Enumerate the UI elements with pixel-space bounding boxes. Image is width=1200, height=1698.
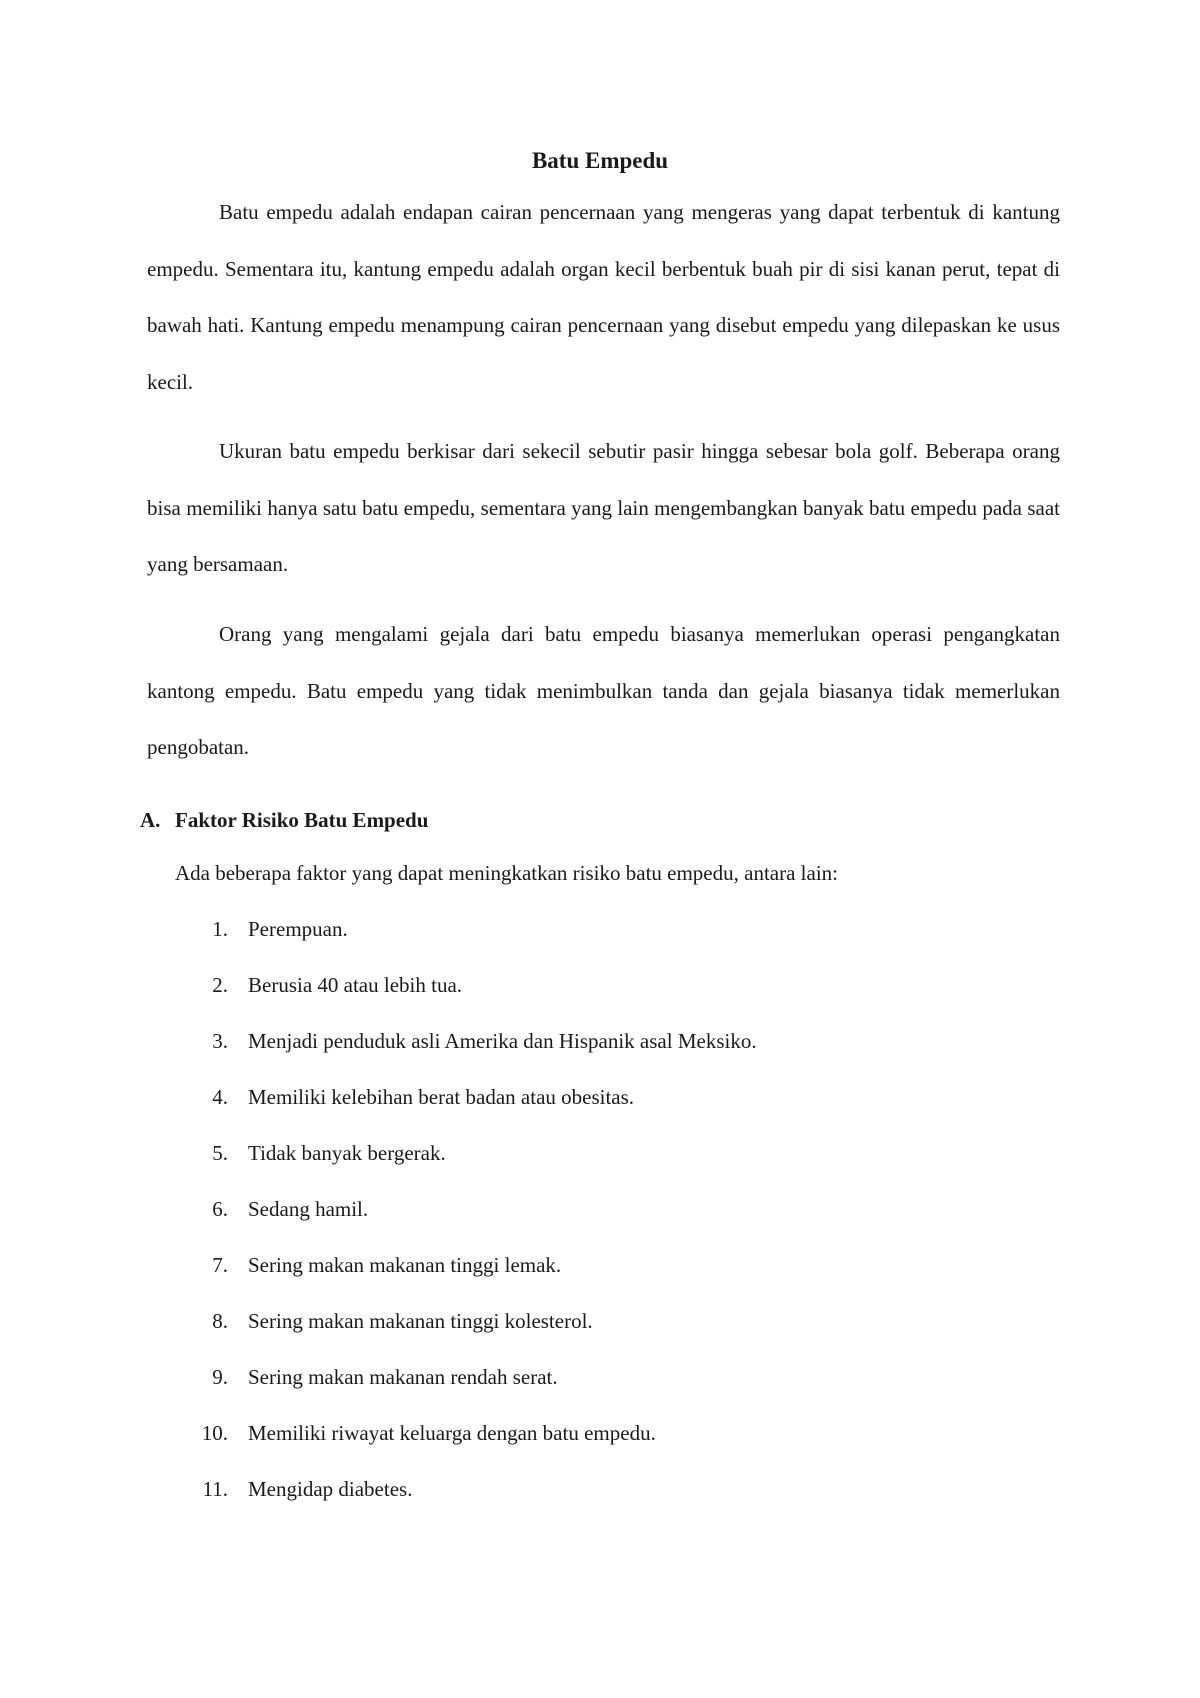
section-heading — [140, 806, 428, 834]
document-title: Batu Empedu — [531, 148, 669, 173]
section-letter: A. — [140, 808, 161, 832]
list-item-number: 5. — [212, 1141, 228, 1165]
list-item-number: 11. — [202, 1477, 228, 1501]
list-item-text: Tidak banyak bergerak. — [248, 1141, 446, 1165]
list-item-text: Memiliki riwayat keluarga dengan batu empedu. — [248, 1421, 656, 1445]
list-item-text: Perempuan. — [248, 917, 348, 941]
list-item-number: 7. — [212, 1253, 228, 1277]
list-item-number: 10. — [201, 1421, 228, 1445]
list-item-number: 6. — [212, 1197, 228, 1221]
list-item-text: Sering makan makanan tinggi kolesterol. — [248, 1309, 593, 1333]
list-item-text: Sering makan makanan rendah serat. — [248, 1365, 558, 1389]
paragraph-definition: Batu empedu adalah endapan cairan pencernaan yang mengeras yang dapat terbentuk di kantung empedu. Sementara itu, kantung empedu adalah organ kecil berbentuk buah pir di sisi kanan perut, tepat di bawah hati. Kantung empedu menampung cairan pencernaan yang disebut empedu yang dilepaskan ke usus kecil. — [147, 200, 1060, 394]
list-item-number: 1. — [212, 917, 228, 941]
list-item-text: Memiliki kelebihan berat badan atau obesitas. — [248, 1085, 635, 1109]
list-item-number: 4. — [212, 1085, 228, 1109]
paragraph-treatment: Orang yang mengalami gejala dari batu empedu biasanya memerlukan operasi pengangkatan kantong empedu. Batu empedu yang tidak menimbulkan tanda dan gejala biasanya tidak memerlukan pengobatan. — [147, 622, 1060, 759]
list-item-text: Mengidap diabetes. — [248, 1477, 413, 1501]
list-item-text: Sering makan makanan tinggi lemak. — [248, 1253, 562, 1277]
list-item-text: Berusia 40 atau lebih tua. — [248, 973, 463, 997]
section-intro: Ada beberapa faktor yang dapat meningkatkan risiko batu empedu, antara lain: — [175, 861, 838, 885]
list-item-text: Sedang hamil. — [248, 1197, 369, 1221]
section-heading-text: Faktor Risiko Batu Empedu — [175, 808, 429, 832]
list-item-text: Menjadi penduduk asli Amerika dan Hispanik asal Meksiko. — [248, 1029, 757, 1053]
paragraph-size: Ukuran batu empedu berkisar dari sekecil sebutir pasir hingga sebesar bola golf. Beberapa orang bisa memiliki hanya satu batu empedu, sementara yang lain mengembangkan banyak batu empedu pada saat yang bersamaan. — [147, 439, 1060, 576]
list-item-number: 3. — [212, 1029, 228, 1053]
list-item-number: 8. — [212, 1309, 228, 1333]
list-item-number: 9. — [212, 1365, 228, 1389]
list-item-number: 2. — [212, 973, 228, 997]
